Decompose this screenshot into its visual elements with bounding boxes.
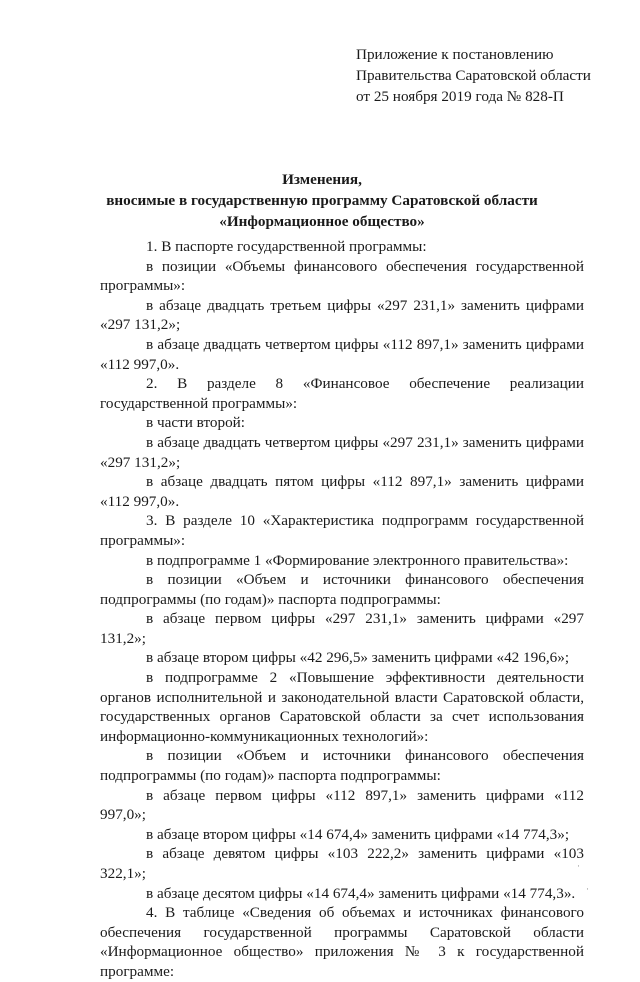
paragraph: в позиции «Объем и источники финансового обеспечения подпрограммы (по годам)» паспорта подпрограммы: [100, 571, 584, 608]
paragraph: в абзаце двадцать пятом цифры «112 897,1» заменить цифрами «112 997,0». [100, 473, 584, 510]
paragraph: в подпрограмме 1 «Формирование электронного правительства»: [146, 551, 569, 569]
paragraph: в абзаце двадцать четвертом цифры «297 231,1» заменить цифрами «297 131,2»; [100, 433, 584, 471]
document-body [100, 237, 584, 982]
appendix-line-3: от 25 ноября 2019 года № 828-П [356, 88, 564, 105]
scan-speck: · [586, 884, 589, 894]
paragraph: в абзаце первом цифры «297 231,1» заменить цифрами «297 131,2»; [100, 610, 584, 647]
paragraph: в позиции «Объемы финансового обеспечения государственной программы»: [100, 257, 584, 295]
title-line-2: вносимые в государственную программу Саратовской области [106, 192, 538, 209]
paragraph: в абзаце девятом цифры «103 222,2» заменить цифрами «103 322,1»; [100, 845, 584, 882]
paragraph: в абзаце втором цифры «42 296,5» заменить цифрами «42 196,6»; [146, 649, 570, 667]
paragraph: 2. В разделе 8 «Финансовое обеспечение реализации государственной программы»: [100, 375, 584, 412]
paragraph: 1. В паспорте государственной программы: [146, 238, 427, 255]
paragraph: в абзаце первом цифры «112 897,1» заменить цифрами «112 997,0»; [100, 786, 584, 824]
title-line-1: Изменения, [282, 171, 362, 188]
paragraph: в части второй: [146, 414, 246, 432]
scan-speck: · [577, 861, 580, 871]
appendix-line-2: Правительства Саратовской области [356, 67, 591, 84]
paragraph: в абзаце двадцать третьем цифры «297 231,1» заменить цифрами «297 131,2»; [100, 296, 584, 334]
paragraph: в подпрограмме 2 «Повышение эффективности деятельности органов исполнительной и законодательной власти Саратовской области, государственных органов Саратовской области за счет использования информационно-коммуникационных технологий»: [100, 669, 584, 745]
title-line-3: «Информационное общество» [219, 213, 425, 230]
paragraph: в абзаце двадцать четвертом цифры «112 897,1» заменить цифрами «112 997,0». [100, 335, 584, 373]
paragraph: 3. В разделе 10 «Характеристика подпрограмм государственной программы»: [100, 512, 584, 549]
appendix-line-1: Приложение к постановлению [356, 46, 554, 63]
document-title [60, 169, 584, 232]
paragraph: в абзаце втором цифры «14 674,4» заменить цифрами «14 774,3»; [146, 825, 570, 843]
paragraph: в позиции «Объем и источники финансового обеспечения подпрограммы (по годам)» паспорта подпрограммы: [100, 747, 584, 785]
appendix-note [356, 44, 616, 107]
paragraph: в абзаце десятом цифры «14 674,4» заменить цифрами «14 774,3». [146, 884, 576, 902]
paragraph: 4. В таблице «Сведения об объемах и источниках финансового обеспечения государственной программы Саратовской области «Информационное общество» приложения № 3 к государственной программе: [100, 904, 584, 980]
